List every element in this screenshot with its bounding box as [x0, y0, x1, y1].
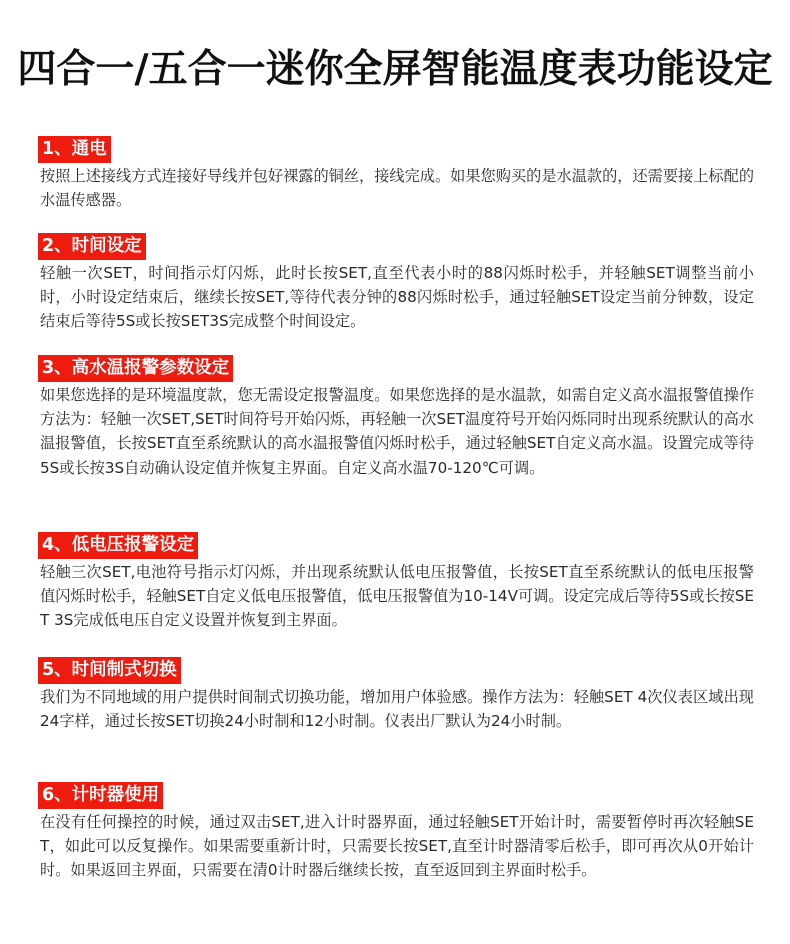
section-body: 轻触三次SET,电池符号指示灯闪烁，并出现系统默认低电压报警值，长按SET直至系统默认的低电压报警值闪烁时松手，轻触SET自定义低电压报警值，低电压报警值为10-14V可调。设定完成后等待5S或长按SET 3S完成低电压自定义设置并恢复到主界面。 [40, 563, 754, 630]
section-body: 如果您选择的是环境温度款，您无需设定报警温度。如果您选择的是水温款，如需自定义高水温报警值操作方法为：轻触一次SET,SET时间符号开始闪烁，再轻触一次SET温度符号开始闪烁同时出现系统默认的高水温报警值，长按SET直至系统默认的高水温报警值闪烁时松手，通过轻触SET自定义高水温。设置完成等待5S或长按3S自动确认设定值并恢复主界面。自定义高水温70-120℃可调。 [40, 386, 754, 477]
section-power-on [38, 136, 754, 212]
section-body: 在没有任何操控的时候，通过双击SET,进入计时器界面，通过轻触SET开始计时，需要暂停时再次轻触SET，如此可以反复操作。如果需要重新计时，只需要长按SET,直至计时器清零后松手，即可再次从0开始计时。如果返回主界面，只需要在清0计时器后继续长按，直至返回到主界面时松手。 [40, 813, 754, 880]
section-low-voltage-alarm [38, 532, 754, 633]
section-body: 轻触一次SET，时间指示灯闪烁，此时长按SET,直至代表小时的88闪烁时松手，并轻触SET调整当前小时，小时设定结束后，继续长按SET,等待代表分钟的88闪烁时松手，通过轻触SET设定当前分钟数，设定结束后等待5S或长按SET3S完成整个时间设定。 [40, 264, 754, 331]
section-high-water-temp-alarm [38, 355, 754, 480]
section-heading: 4、低电压报警设定 [38, 532, 198, 559]
section-time-setting [38, 233, 754, 334]
section-timer-usage [38, 782, 754, 883]
section-heading: 6、计时器使用 [38, 782, 163, 809]
section-heading: 1、通电 [38, 136, 111, 163]
section-body: 我们为不同地域的用户提供时间制式切换功能，增加用户体验感。操作方法为：轻触SET 4次仪表区域出现24字样，通过长按SET切换24小时制和12小时制。仪表出厂默认为24小时制。 [40, 688, 754, 731]
section-time-format-switch [38, 657, 754, 733]
page-title: 四合一/五合一迷你全屏智能温度表功能设定 [17, 47, 773, 92]
section-heading: 2、时间设定 [38, 233, 146, 260]
section-heading: 5、时间制式切换 [38, 657, 181, 684]
section-heading: 3、高水温报警参数设定 [38, 355, 233, 382]
section-body: 按照上述接线方式连接好导线并包好裸露的铜丝，接线完成。如果您购买的是水温款的，还需要接上标配的水温传感器。 [40, 167, 754, 210]
